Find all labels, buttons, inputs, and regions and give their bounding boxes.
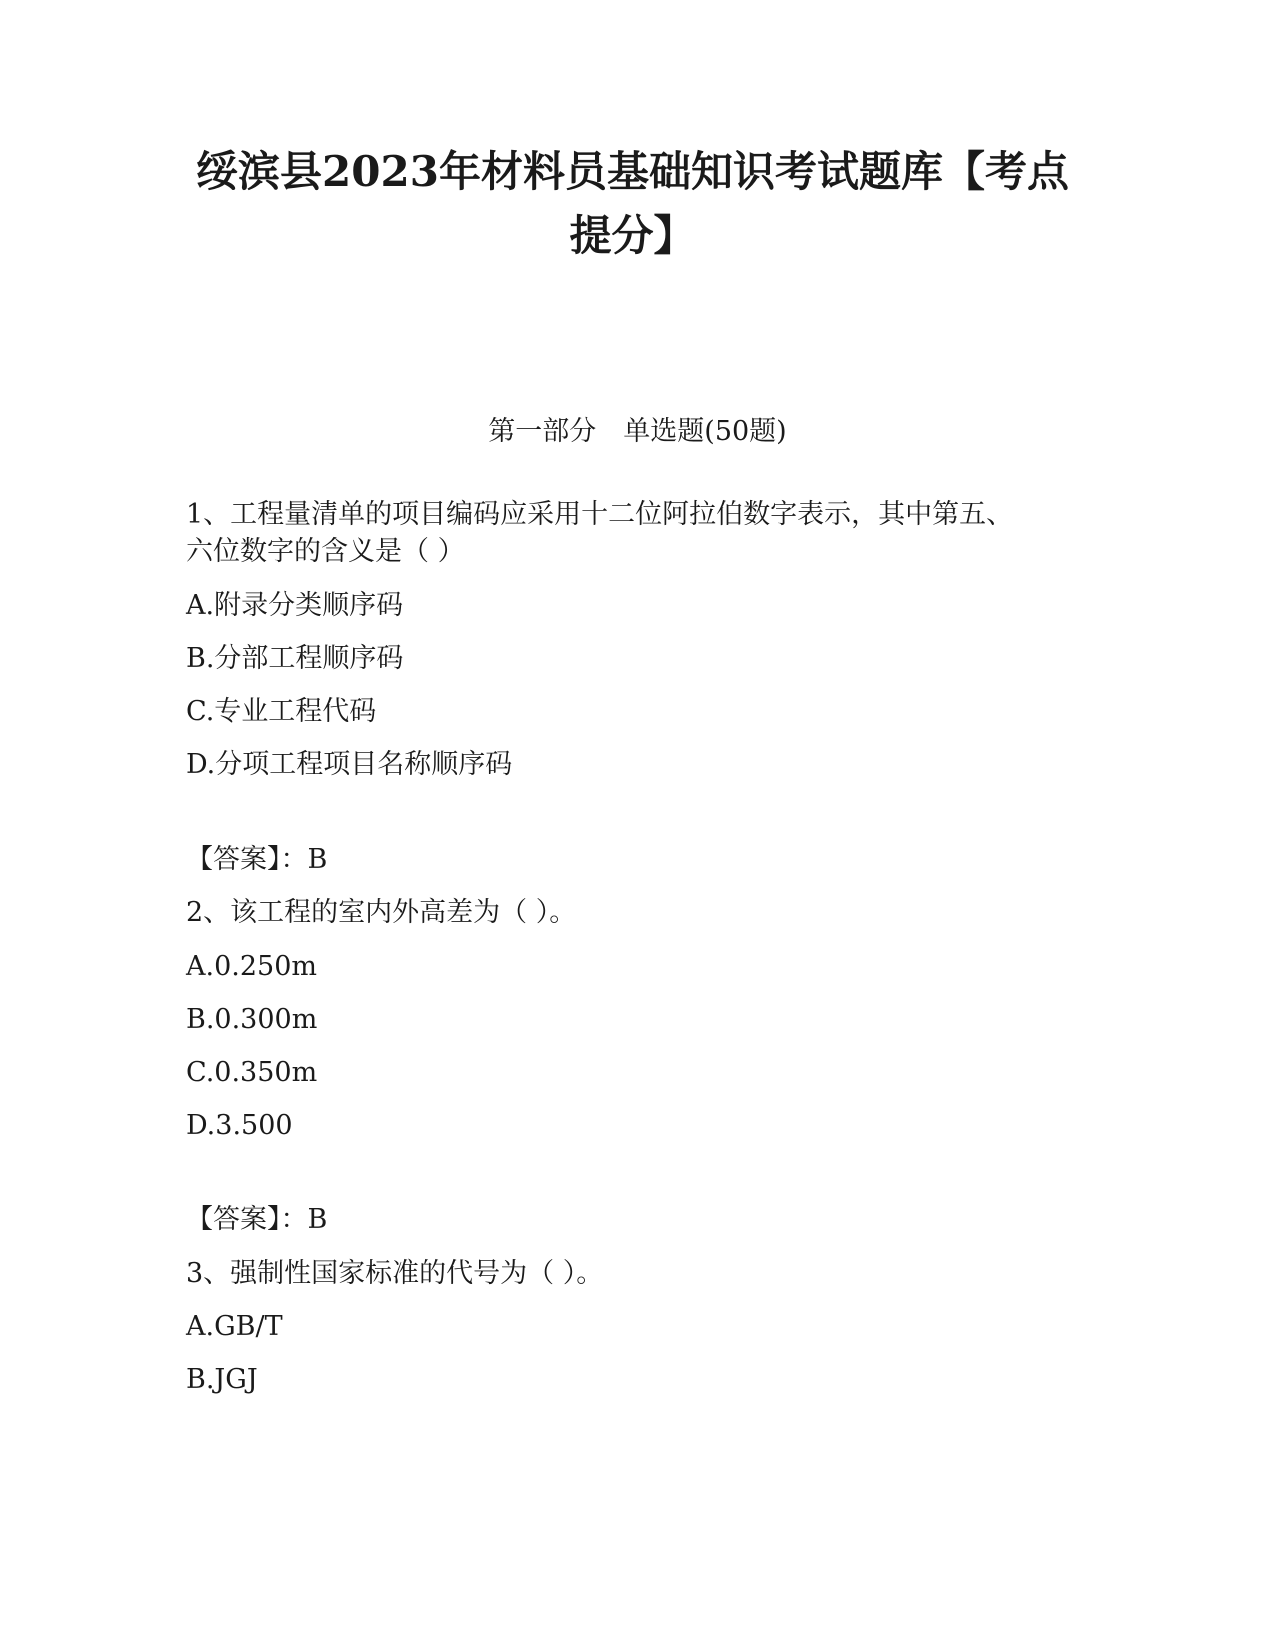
question-2-option-c: C.0.350m (186, 1057, 318, 1088)
question-1-answer: 【答案】：B (186, 844, 328, 875)
question-1-option-b: B.分部工程顺序码 (186, 643, 404, 674)
question-1-stem-line-2: 六位数字的含义是（ ） (186, 536, 465, 567)
question-2-stem-line-1: 2、该工程的室内外高差为（ ）。 (186, 897, 577, 928)
question-2-option-b: B.0.300m (186, 1004, 318, 1035)
question-2-option-d: D.3.500 (186, 1110, 293, 1141)
question-3-option-b: B.JGJ (186, 1364, 258, 1395)
question-2-option-a: A.0.250m (186, 951, 317, 982)
question-3-stem-line-1: 3、强制性国家标准的代号为（ ）。 (186, 1258, 604, 1289)
question-3-option-a: A.GB/T (186, 1311, 283, 1342)
question-1-option-c: C.专业工程代码 (186, 696, 377, 727)
question-1-option-a: A.附录分类顺序码 (186, 590, 404, 621)
question-1-stem-line-1: 1、工程量清单的项目编码应采用十二位阿拉伯数字表示，其中第五、 (186, 499, 1014, 530)
question-1-option-d: D.分项工程项目名称顺序码 (186, 749, 513, 780)
document-title: 绥滨县2023年材料员基础知识考试题库【考点提分】 (196, 147, 1069, 260)
section-heading: 第一部分 单选题(50题) (488, 416, 787, 447)
question-2-answer: 【答案】：B (186, 1204, 328, 1235)
